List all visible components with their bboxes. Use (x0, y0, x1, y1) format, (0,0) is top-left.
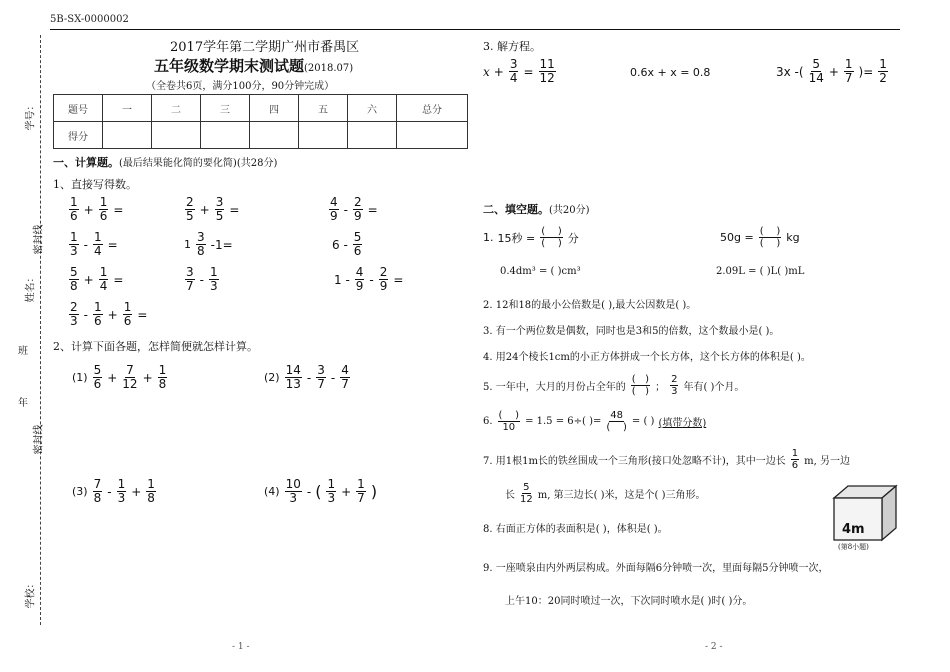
binding-seal-line-2: 密封线 (33, 424, 45, 455)
header-rule (50, 29, 900, 30)
s2-q2: 2. 12和18的最小公倍数是( ),最大公因数是( )。 (483, 300, 697, 311)
s2-q1a: 1. 15秒 = $\frac{( )}{( )}$ 分 (483, 226, 579, 249)
q1-item-9: 1 - $\frac{4}{9}$ - $\frac{2}{9}$ = (334, 265, 404, 293)
q2-item-4: (4) $\frac{10}{3}$ - ( $\frac{1}{3}$ + $\frac{1}{7}$ ) (264, 477, 378, 505)
section1-heading: 一、计算题。(最后结果能化简的要化简)(共28分) (53, 156, 278, 169)
q1-item-3: $\frac{4}{9}$ - $\frac{2}{9}$ = (330, 195, 378, 223)
q2-title: 2、计算下面各题，怎样简便就怎样计算。 (53, 340, 258, 353)
q1-item-2: $\frac{2}{5}$ + $\frac{3}{5}$ = (186, 195, 240, 223)
q2-item-2: (2) $\frac{14}{13}$ - $\frac{3}{7}$ - $\frac{4}{7}$ (264, 363, 349, 391)
binding-grade: 年 (18, 398, 28, 409)
score-table (53, 94, 468, 149)
s2-q9-line2: 上午10：20同时喷过一次，下次同时喷水是( )时( )分。 (505, 596, 753, 607)
s2-q7-line2: 长 $\frac{5}{12}$ m, 第三边长( )米，这是个( )三角形。 (505, 482, 706, 505)
q1-item-4: $\frac{1}{3}$ - $\frac{1}{4}$ = (70, 230, 118, 258)
q3-equation-3: 3x -( $\frac{5}{14}$ + $\frac{1}{7}$ )= $\frac{1}{2}$ (776, 57, 887, 85)
cube-label: 4m (842, 522, 865, 537)
binding-class: 班 (18, 346, 28, 357)
q3-equation-2: 0.6x + x = 0.8 (630, 66, 711, 79)
s2-q1b: 50g = $\frac{( )}{( )}$ kg (720, 226, 800, 249)
s2-q8: 8. 右面正方体的表面积是( )，体积是( )。 (483, 524, 668, 535)
q3-equation-1: x + $\frac{3}{4}$ = $\frac{11}{12}$ (483, 57, 555, 85)
s2-q6: 6. $\frac{( )}{10}$ = 1.5 = 6÷( )= $\frac{48}{( )}$ = ( ) (填带分数) (483, 410, 707, 433)
q1-item-1: $\frac{1}{6}$ + $\frac{1}{6}$ = (70, 195, 124, 223)
s2-q9-line1: 9. 一座喷泉由内外两层构成。外面每隔6分钟喷一次，里面每隔5分钟喷一次， (483, 563, 829, 574)
cube-caption: (第8小题) (838, 543, 869, 551)
q1-item-6: 6 - $\frac{5}{6}$ (332, 230, 362, 258)
q1-item-10: $\frac{2}{3}$ - $\frac{1}{6}$ + $\frac{1}{6}$ = (70, 300, 148, 328)
binding-seal-line-1: 密封线 (33, 224, 45, 255)
page-number-left: - 1 - (232, 642, 250, 652)
s2-q1c: 0.4dm³ = ( )cm³ (500, 266, 581, 277)
q3-title: 3. 解方程。 (483, 40, 541, 53)
page-number-right: - 2 - (705, 642, 723, 652)
binding-student-no: 学号： (25, 100, 37, 131)
q2-item-3: (3) $\frac{7}{8}$ - $\frac{1}{3}$ + $\frac{1}{8}$ (72, 477, 155, 505)
section2-heading: 二、填空题。(共20分) (483, 203, 590, 216)
binding-school: 学校： (25, 578, 37, 609)
exam-subtitle: （全卷共6页，满分100分，90分钟完成） (146, 81, 335, 92)
binding-name: 姓名： (25, 272, 37, 303)
s2-q4: 4. 用24个棱长1cm的小正方体拼成一个长方体，这个长方体的体积是( )。 (483, 352, 811, 363)
binding-dashed-line (40, 35, 41, 625)
s2-q7-line1: 7. 用1根1m长的铁丝围成一个三角形(接口处忽略不计)，其中一边长 $\frac{1}{6}$ m, 另一边 (483, 448, 850, 471)
score-table-header-row: 题号 一 二 三 四 五 六 总分 (54, 95, 468, 122)
q1-item-7: $\frac{5}{8}$ + $\frac{1}{4}$ = (70, 265, 124, 293)
score-table-score-row: 得分 (54, 122, 468, 149)
exam-title-line1: 2017学年第二学期广州市番禺区 (170, 40, 360, 55)
s2-q1d: 2.09L = ( )L( )mL (716, 266, 805, 277)
q1-item-5: 1 $\frac{3}{8}$ -1= (184, 230, 233, 258)
q1-item-8: $\frac{3}{7}$ - $\frac{1}{3}$ (186, 265, 218, 293)
s2-q3: 3. 有一个两位数是偶数，同时也是3和5的倍数，这个数最小是( )。 (483, 326, 780, 337)
s2-q5: 5. 一年中，大月的月份占全年的 $\frac{( )}{( )}$ ； $\frac{2}{3}$ 年有( )个月。 (483, 374, 745, 397)
q2-item-1: (1) $\frac{5}{6}$ + $\frac{7}{12}$ + $\frac{1}{8}$ (72, 363, 167, 391)
doc-code: 5B-SX-0000002 (50, 14, 129, 25)
exam-title: 五年级数学期末测试题(2018.07) (154, 57, 354, 75)
q1-title: 1、直接写得数。 (53, 178, 137, 191)
